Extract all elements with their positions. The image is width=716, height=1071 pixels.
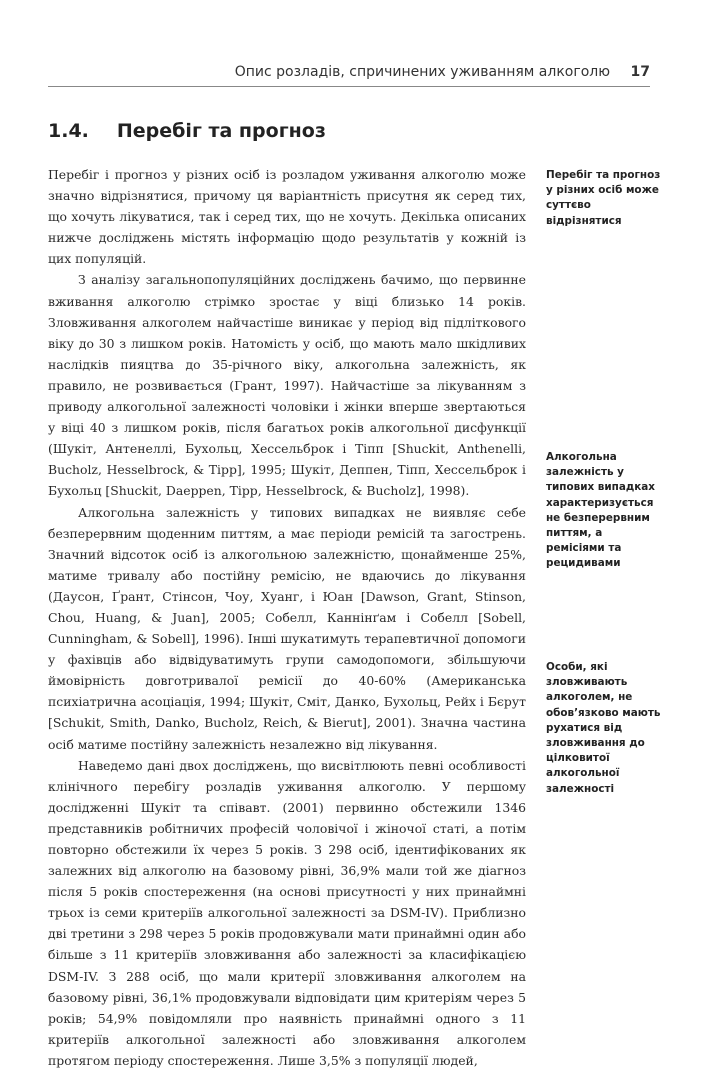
running-header: [48, 64, 650, 80]
paragraph-4: Наведемо дані двох досліджень, що висвітлюють певні особливості клінічного перебігу розладів уживання алкоголю. У першому дослідженні Шукіт та співавт. (2001) первинно обстежили 1346 представників робітничих професій чоловічої і жіночої статі, а потім повторно обстежили їх через 5 років. З 298 осіб, ідентифікованих як залежних від алкоголю на базовому рівні, 36,9% мали той же діагноз після 5 років спостереження (на основі присутності у них принаймні трьох із семи критеріїв алкогольної залежності за DSM-IV). Приблизно дві третини з 298 через 5 років продовжували мати принаймні один або більше з 11 критеріїв зловживання або залежності за класифікацією DSM-IV. З 288 осіб, що мали критерії зловживання алкоголем на базовому рівні, 36,1% продовжували відповідати цим критеріям через 5 років; 54,9% повідомляли про наявність принаймні одного з 11 критеріїв алкогольної залежності або зловживання алкоголем протягом періоду спостереження. Лише 3,5% з популяції людей,: [48, 757, 526, 1068]
paragraph-2: З аналізу загальнопопуляційних досліджень бачимо, що первинне вживання алкоголю стрімко зростає у віці близько 14 років. Зловживання алкоголем найчастіше виникає у період від підліткового віку до 30 з лишком років. Натомість у осіб, що мають мало шкідливих наслідків пияцтва до 35-річного віку, алкогольна залежність, як правило, не розвивається (Грант, 1997). Найчастіше за лікуванням з приводу алкогольної залежності чоловіки і жінки вперше звертаються у віці 40 з лишком років, після багатьох років алкогольної дисфункції (Шукіт, Антенеллі, Бухольц, Хессельброк і Тіпп [Shuckit, Anthenelli, Bucholz, Hesselbrock, & Tipp], 1995; Шукіт, Деппен, Тіпп, Хессельброк і Бухольц [Shuckit, Daeppen, Tipp, Hesselbrock, & Bucholz], 1998).: [48, 272, 526, 499]
running-title: Опис розладів, спричинених уживанням алкоголю: [234, 64, 610, 80]
paragraph-3: Алкогольна залежність у типових випадках не виявляє себе безперервним щоденним питтям, а має періоди ремісій та загострень. Значний відсоток осіб із алкогольною залежністю, щонайменше 25%, матиме тривалу або постійну ремісію, не вдаючись до лікування (Даусон, Ґрант, Стінсон, Чоу, Хуанг, і Юан [Dawson, Grant, Stinson, Chou, Huang, & Juan], 2005; Собелл, Каннінґам і Собелл [Sobell, Cunningham, & Sobell], 1996). Інші шукатимуть терапевтичної допомоги у фахівців або відвідуватимуть групи самодопомоги, збільшуючи ймовірність довготривалої ремісії до 40-60% (Американська психіатрична асоціація, 1994; Шукіт, Сміт, Данко, Бухольц, Рейх і Бєрут [Schukit, Smith, Danko, Bucholz, Reich, & Bierut], 2001). Значна частина осіб матиме постійну залежність незалежно від лікування.: [48, 504, 526, 752]
header-rule: [48, 86, 650, 87]
page-number: 17: [630, 64, 650, 80]
margin-note-1: Перебіг та прогноз у різних осіб може суттєво відрізнятися: [546, 169, 661, 227]
section-heading: [48, 120, 326, 142]
paragraph-1: Перебіг і прогноз у різних осіб із розладом уживання алкоголю може значно відрізнятися, причому ця варіантність присутня як серед тих, що хочуть лікуватися, так і серед тих, що не хочуть. Декілька описаних нижче досліджень містять інформацію щодо результатів у кожній із цих популяцій.: [48, 167, 526, 267]
body-text: [48, 164, 526, 1071]
section-title: Перебіг та прогноз: [116, 120, 326, 142]
margin-note-2: Алкогольна залежність у типових випадках характеризується не безперервним питтям, а ремісіями та рецидивами: [546, 451, 656, 570]
section-number: 1.4.: [48, 120, 89, 142]
margin-note-3: Особи, які зловживають алкоголем, не обов’язково мають рухатися від зловживання до цілковитої алкогольної залежності: [546, 661, 661, 795]
